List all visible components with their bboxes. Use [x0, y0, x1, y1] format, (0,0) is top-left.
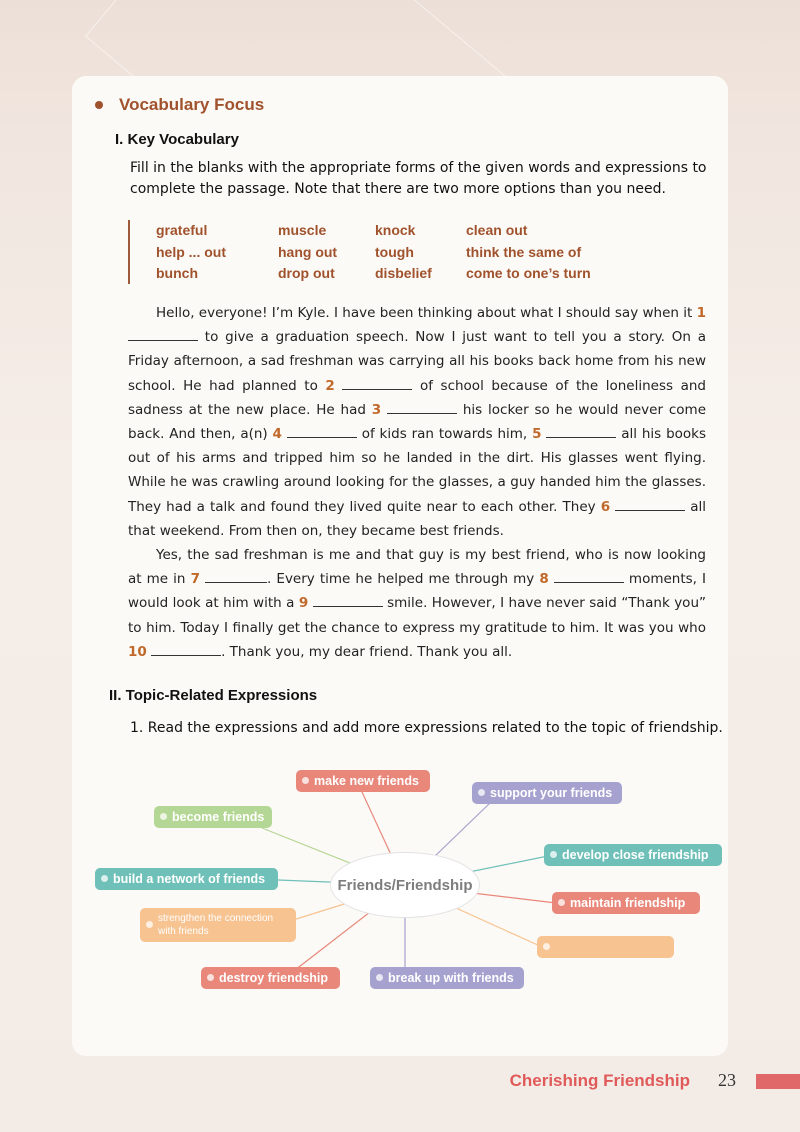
node-bullet	[146, 921, 153, 928]
node-become-friends	[154, 806, 272, 828]
node-break-up	[370, 967, 524, 989]
part1-heading: I. Key Vocabulary	[115, 131, 239, 148]
node-label: support your friends	[490, 786, 613, 800]
passage-text: of school because of the loneliness and sadness at the new place. He had	[128, 377, 706, 418]
part2-heading: II. Topic-Related Expressions	[109, 687, 318, 704]
passage-text: all that weekend. From then on, they became best friends.	[128, 498, 706, 539]
node-label: destroy friendship	[219, 971, 329, 985]
node-bullet	[302, 777, 309, 784]
word-option: tough	[375, 244, 414, 260]
node-bullet	[207, 974, 214, 981]
node-bullet	[101, 875, 108, 882]
word-option: disbelief	[375, 265, 432, 281]
passage-text: Yes, the sad freshman is me and that guy is my best friend, who is now looking at me in	[128, 547, 706, 588]
node-develop-friendship	[544, 844, 722, 866]
node-make-new-friends	[296, 770, 430, 792]
passage-text: moments, I would look at him with a	[128, 571, 707, 612]
word-option: drop out	[278, 265, 335, 281]
blank-number: 7	[190, 571, 200, 588]
node-bullet	[376, 974, 383, 981]
node-label: build a network of friends	[113, 872, 266, 886]
node-blank-answer[interactable]	[537, 936, 674, 958]
blank-number: 10	[128, 643, 147, 660]
node-strengthen-connection	[140, 908, 296, 942]
blank-number: 3	[371, 401, 382, 418]
word-option: come to one’s turn	[466, 265, 591, 281]
node-bullet	[478, 789, 485, 796]
word-option: grateful	[156, 222, 208, 238]
node-build-network	[95, 868, 278, 890]
section-title: Vocabulary Focus	[119, 95, 265, 114]
word-option: knock	[375, 222, 416, 238]
node-label: become friends	[172, 810, 265, 824]
node-bullet	[543, 943, 550, 950]
blank-number: 1	[696, 305, 706, 321]
word-option: bunch	[156, 265, 198, 281]
passage-text: smile. However, I have never said “Thank you” to him. Today I finally get the chance to express my gratitude to him. It was you who	[128, 595, 706, 636]
blank-number: 8	[539, 571, 549, 588]
mind-map-center: Friends/Friendship	[330, 852, 480, 918]
part2-instruction: 1. Read the expressions and add more expressions related to the topic of friendship.	[130, 720, 723, 736]
word-option: clean out	[466, 222, 528, 238]
node-destroy-friendship	[201, 967, 340, 989]
node-label: break up with friends	[388, 971, 514, 985]
blank-number: 9	[298, 595, 309, 612]
word-option: help ... out	[156, 244, 226, 260]
node-label: make new friends	[314, 774, 419, 788]
node-bullet	[558, 899, 565, 906]
node-bullet	[550, 851, 557, 858]
node-bullet	[160, 813, 167, 820]
node-label: strengthen the connection with friends	[158, 913, 274, 937]
blank-number: 6	[600, 498, 611, 515]
page-number: 23	[718, 1070, 736, 1090]
passage-text: all his books out of his arms and tripped him so he landed in the dirt. His glasses went flying. While he was crawling around looking for the glasses, a guy handed him the glasses. They had a talk and found they lived quite near to each other. They	[128, 426, 707, 515]
passage-text: Hello, everyone! I’m Kyle. I have been thinking about what I should say when it	[156, 305, 697, 321]
word-option: hang out	[278, 244, 338, 260]
passage-text: . Every time he helped me through my	[267, 571, 540, 588]
node-label: develop close friendship	[562, 848, 709, 862]
passage-text: of kids ran towards him,	[356, 426, 533, 443]
passage-text: to give a graduation speech. Now I just want to tell you a story. On a Friday afternoon, a sad freshman was carrying all his books back home from his new school. He had planned to	[128, 329, 706, 394]
part1-instructions: Fill in the blanks with the appropriate forms of the given words and expressions to complete the passage. Note that there are two more options than you need.	[130, 160, 707, 197]
blank-number: 2	[325, 377, 335, 394]
node-maintain-friendship	[552, 892, 700, 914]
node-support-friends	[472, 782, 622, 804]
word-option: think the same of	[466, 244, 582, 260]
passage-text: his locker so he would never come back. And then, a(n)	[128, 401, 706, 443]
blank-number: 5	[532, 426, 542, 443]
passage-text: . Thank you, my dear friend. Thank you all.	[221, 643, 513, 660]
word-option: muscle	[278, 222, 327, 238]
page-tab-marker	[756, 1074, 800, 1089]
node-label: maintain friendship	[570, 896, 686, 910]
footer-title: Cherishing Friendship	[509, 1071, 690, 1090]
blank-number: 4	[272, 426, 282, 443]
